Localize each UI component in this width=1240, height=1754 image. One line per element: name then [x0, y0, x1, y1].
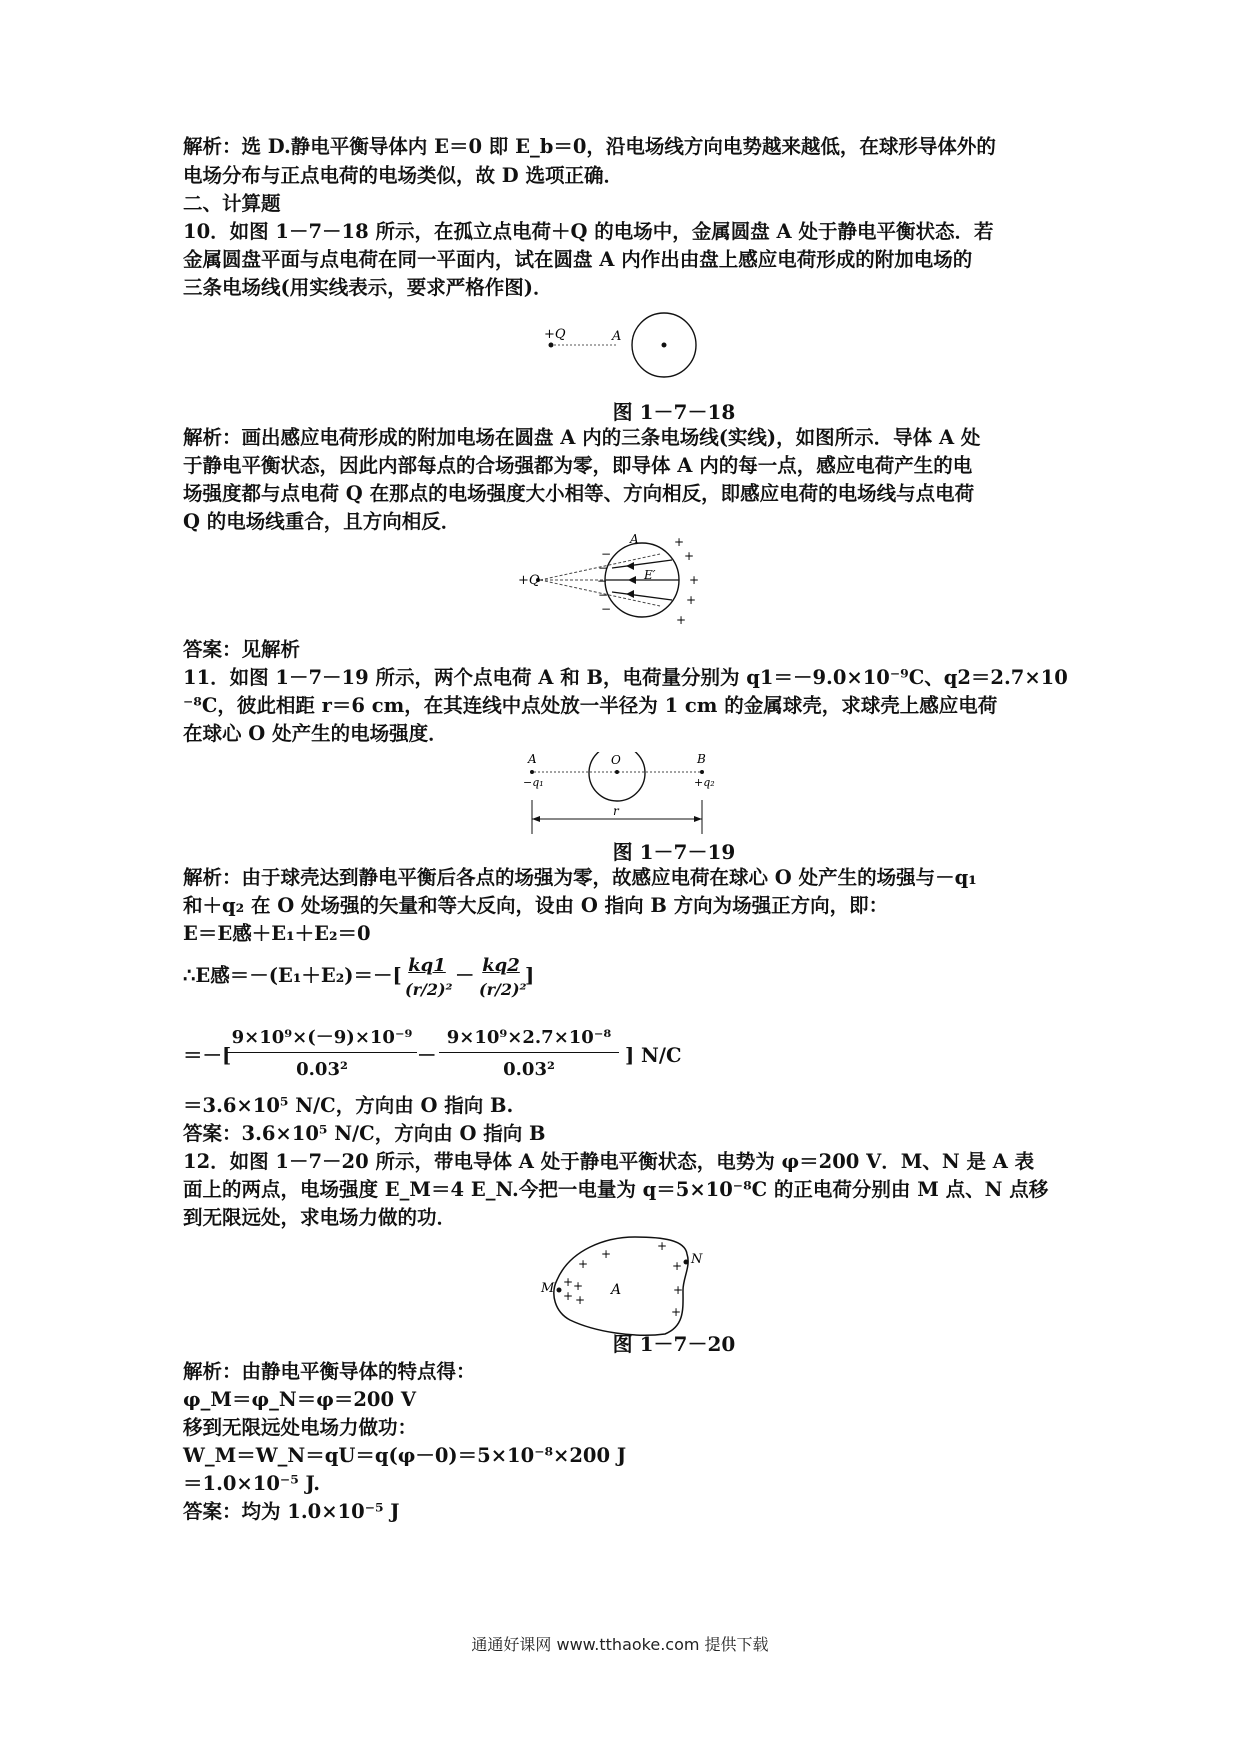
plus-sign: + — [674, 535, 685, 549]
answer-12: 答案：均为 1.0×10⁻⁵ J — [183, 1500, 400, 1523]
fraction-denominator: 0.03² — [503, 1059, 555, 1080]
text-line: 移到无限远处电场力做功： — [183, 1416, 418, 1439]
minus-sign: − — [601, 547, 612, 561]
plus-sign: + — [657, 1239, 668, 1253]
fraction-numerator: 9×10⁹×2.7×10⁻⁸ — [446, 1027, 612, 1048]
fraction-numerator: kq1 — [408, 955, 446, 976]
plus-sign: + — [563, 1289, 574, 1303]
minus-sign: − — [598, 588, 609, 602]
formula-prefix: ∴E感＝－(E₁＋E₂)＝－[ — [183, 964, 402, 987]
point-m-label: M — [541, 1281, 555, 1296]
fraction-denominator: 0.03² — [296, 1059, 348, 1080]
text-line: 解析：选 D.静电平衡导体内 E＝0 即 E_b＝0，沿电场线方向电势越来越低，在球形导体外的 — [183, 135, 996, 158]
formula-suffix: ] N/C — [625, 1044, 682, 1067]
conductor-label: A — [611, 1282, 622, 1298]
arrow-head — [626, 562, 634, 570]
fraction-bar — [439, 1052, 619, 1053]
text-line: ⁻⁸C，彼此相距 r＝6 cm，在其连线中点处放一半径为 1 cm 的金属球壳，求球壳上感应电荷 — [183, 694, 998, 717]
formula-1 — [183, 952, 1063, 1008]
figure-1-7-18 — [540, 300, 720, 390]
text-line: 三条电场线(用实线表示，要求严格作图)． — [183, 276, 553, 299]
section-heading: 二、计算题 — [183, 192, 281, 215]
figure-caption: 图 1－7－20 — [612, 1332, 736, 1356]
text-line: 到无限远处，求电场力做的功． — [183, 1206, 457, 1229]
text-line: 面上的两点，电场强度 E_M＝4 E_N.今把一电量为 q＝5×10⁻⁸C 的正电荷分别由 M 点、N 点移 — [183, 1178, 1049, 1201]
fraction-denominator: (r/2)² — [405, 980, 453, 999]
fraction-numerator: kq2 — [482, 955, 520, 976]
text-line: 在球心 O 处产生的电场强度． — [183, 722, 448, 745]
solution-10: 解析：画出感应电荷形成的附加电场在圆盘 A 内的三条电场线(实线)，如图所示．导体 A 处 — [183, 426, 981, 449]
question-11: 11．如图 1－7－19 所示，两个点电荷 A 和 B，电荷量分别为 q1＝－9.0×10⁻⁹C、q2＝2.7×10 — [183, 666, 1068, 689]
plus-sign: + — [601, 1247, 612, 1261]
minus-sign: − — [597, 574, 608, 588]
charge-label: +Q — [518, 573, 540, 588]
arrow-head — [694, 816, 702, 822]
charge-dot — [530, 770, 534, 774]
plus-sign: + — [672, 1259, 683, 1273]
plus-sign: + — [575, 1293, 586, 1307]
figure-caption: 图 1－7－19 — [612, 840, 736, 864]
text-line: 于静电平衡状态，因此内部每点的合场强都为零，即导体 A 内的每一点，感应电荷产生的电 — [183, 454, 973, 477]
induced-field-line — [612, 592, 672, 600]
text-line: 金属圆盘平面与点电荷在同一平面内，试在圆盘 A 内作出由盘上感应电荷形成的附加电场的 — [183, 248, 973, 271]
plus-sign: + — [689, 573, 700, 587]
point-m-dot — [557, 1288, 562, 1293]
figure-1-7-19 — [518, 752, 728, 834]
question-12: 12．如图 1－7－20 所示，带电导体 A 处于静电平衡状态，电势为 φ＝200 V．M、N 是 A 表 — [183, 1150, 1035, 1173]
plus-sign: + — [671, 1305, 682, 1319]
minus-sign: － — [455, 964, 475, 987]
question-10: 10．如图 1－7－18 所示，在孤立点电荷＋Q 的电场中，金属圆盘 A 处于静电平衡状态．若 — [183, 220, 994, 243]
footer: 通通好课网 www.tthaoke.com 提供下载 — [471, 1635, 769, 1654]
figure-caption: 图 1－7－18 — [612, 400, 736, 424]
disk-center — [662, 343, 667, 348]
plus-sign: + — [684, 549, 695, 563]
shell-center — [615, 770, 619, 774]
formula-prefix: ＝－[ — [183, 1044, 232, 1067]
solution-12: 解析：由静电平衡导体的特点得： — [183, 1360, 476, 1383]
plus-sign: + — [676, 613, 687, 627]
disk-label: A — [630, 532, 639, 546]
answer-10: 答案：见解析 — [183, 638, 301, 661]
formula-suffix: ] — [525, 964, 535, 987]
result-line: ＝3.6×10⁵ N/C，方向由 O 指向 B. — [183, 1094, 514, 1117]
point-n-label: N — [691, 1252, 703, 1267]
charge-label: +Q — [544, 327, 566, 342]
fraction-denominator: (r/2)² — [479, 980, 527, 999]
equation-line: φ_M＝φ_N＝φ＝200 V — [183, 1388, 416, 1411]
plus-sign: + — [573, 1279, 584, 1293]
disk-label: A — [612, 329, 622, 344]
figure-1-7-20 — [535, 1232, 705, 1340]
plus-sign: + — [686, 593, 697, 607]
point-b-label: B — [697, 752, 706, 766]
text-line: Q 的电场线重合，且方向相反． — [183, 510, 461, 533]
charge-a-label: −q₁ — [523, 776, 544, 789]
arrow-head — [626, 590, 634, 598]
text-line: 和＋q₂ 在 O 处场强的矢量和等大反向，设由 O 指向 B 方向为场强正方向，即： — [183, 894, 889, 917]
charge-dot — [700, 770, 704, 774]
formula-2 — [183, 1024, 1063, 1084]
minus-sign: − — [601, 602, 612, 616]
point-n-dot — [684, 1260, 689, 1265]
arrow-head — [628, 576, 636, 584]
result-line: ＝1.0×10⁻⁵ J. — [183, 1472, 321, 1495]
arrow-head — [532, 816, 540, 822]
fraction-numerator: 9×10⁹×(－9)×10⁻⁹ — [231, 1027, 413, 1048]
charge-b-label: +q₂ — [694, 776, 715, 789]
equation-line: E＝E感＋E₁＋E₂＝0 — [183, 922, 371, 945]
solution-11: 解析：由于球壳达到静电平衡后各点的场强为零，故感应电荷在球心 O 处产生的场强与－q₁ — [183, 866, 977, 889]
minus-sign: － — [417, 1044, 437, 1067]
figure-solution-10 — [508, 532, 728, 630]
plus-sign: + — [578, 1257, 589, 1271]
charge-dot — [549, 343, 554, 348]
plus-sign: + — [563, 1275, 574, 1289]
minus-sign: − — [598, 561, 609, 575]
distance-label: r — [613, 804, 619, 818]
field-label: E′ — [644, 568, 656, 582]
text-line: 电场分布与正点电荷的电场类似，故 D 选项正确． — [183, 164, 623, 187]
equation-line: W_M＝W_N＝qU＝q(φ－0)＝5×10⁻⁸×200 J — [183, 1444, 627, 1467]
answer-11: 答案：3.6×10⁵ N/C，方向由 O 指向 B — [183, 1122, 546, 1145]
point-o-label: O — [611, 753, 621, 767]
plus-sign: + — [673, 1283, 684, 1297]
text-line: 场强度都与点电荷 Q 在那点的电场强度大小相等、方向相反，即感应电荷的电场线与点电荷 — [183, 482, 975, 505]
point-a-label: A — [528, 752, 537, 766]
fraction-bar — [227, 1052, 417, 1053]
induced-field-line — [612, 560, 672, 568]
